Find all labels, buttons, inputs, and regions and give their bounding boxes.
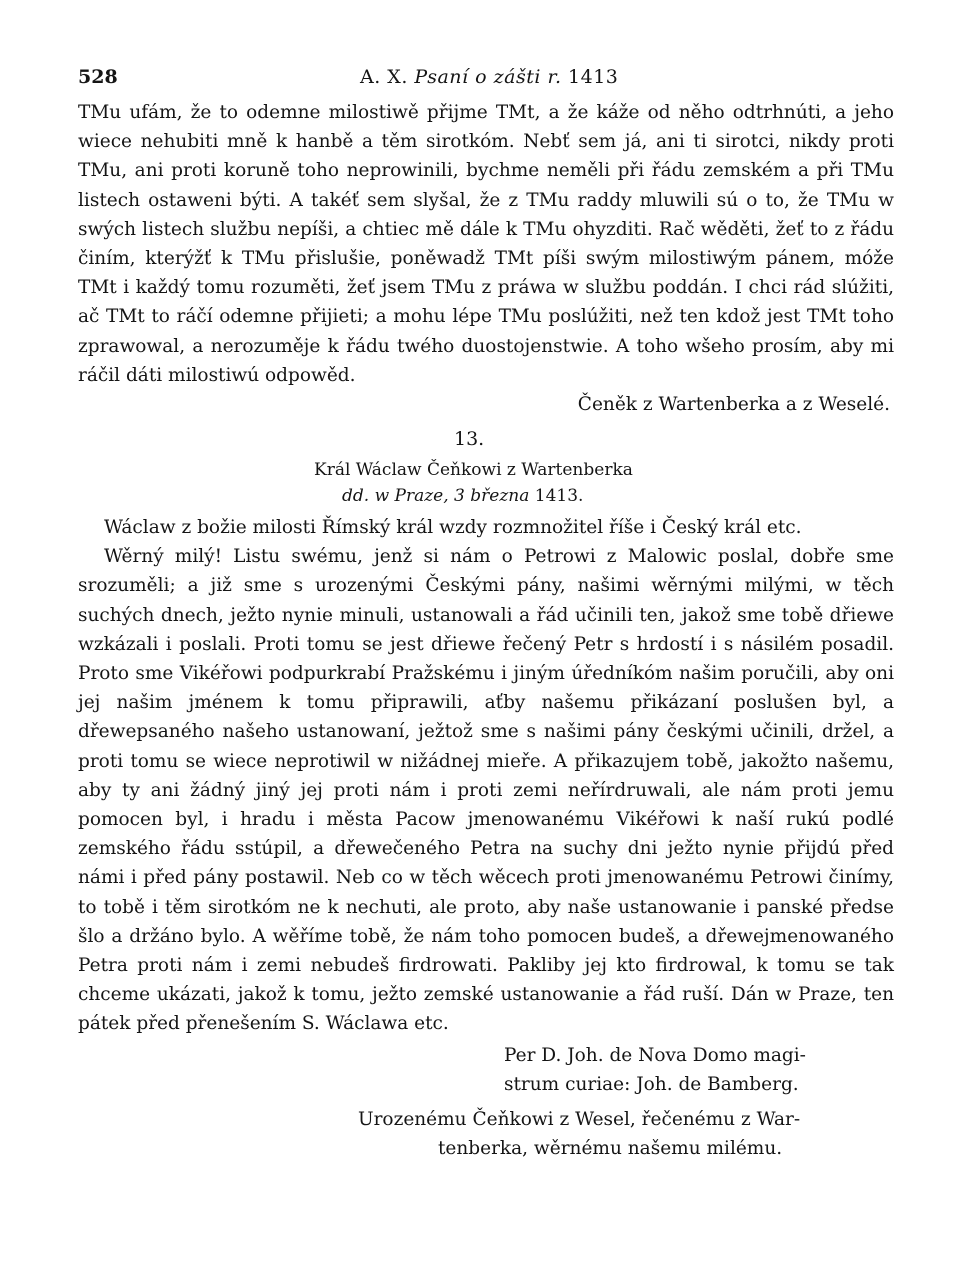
chancery-note-line-2: strum curiae: Joh. de Bamberg. [504, 1073, 799, 1095]
letter-address [78, 1105, 894, 1163]
date-place: dd. w Praze, 3 března [342, 486, 530, 507]
address-line-2: tenberka, wěrnému našemu milému. [438, 1137, 783, 1159]
letter-12-signature: Čeněk z Wartenberka a z Weselé. [577, 394, 890, 416]
page-header [78, 64, 894, 98]
chancery-note-line-1: Per D. Joh. de Nova Domo magi- [504, 1044, 806, 1066]
letter-13-opening: Wáclaw z božie milosti Římský král wzdy rozmnožitel říše i Český král etc. [104, 517, 802, 539]
address-line-1: Urozenému Čeňkowi z Wesel, řečenému z War- [358, 1108, 801, 1130]
chancery-note [78, 1041, 894, 1099]
running-year: 1413 [568, 66, 619, 88]
letter-13-body: Wěrný milý! Listu swému, jenž si nám o Petrowi z Malowic poslal, dobře sme srozuměli; a již sme s urozenými Českými pány, našimi wěrnými milými, w těch suchých dnech, ježto nynie minuli, ustanowali a řád učinili ten, jakož sme tobě dřiewe wzkázali i poslali. Proti tomu se jest dřiewe řečený Petr s hrdostí i s násilém posadil. Proto sme Vikéřowi podpurkrabí Pražskému i jiným úředníkóm našim poručili, aby oni jej našim jménem k tomu připrawili, aťby našemu přikázaní poslušen byl, a dřewepsaného našeho ustanowaní, ježtož sme s našimi pány českými učinili, držel, a proti tomu se wiece neprotiwil w nižádnej mieře. A přikazujem tobě, jakožto našemu, aby ty ani žádný jiný jej proti nám i proti zemi neřírdruwali, ale nám proti jemu pomocen byl, i hradu i města Pacow jmenowanému Vikéřowi k naší rukú podlé zemského řádu sstúpil, a dřewečeného Petra na suchy dni ježto nynie přijdú před námi i před pány postawil. Neb co w těch wěcech proti jmenowanému Petrowi činímy, to tobě i těm sirotkóm ne k nechuti, ale proto, aby naše ustanowanie i panské předse šlo a držáno bylo. A wěříme tobě, že nám toho pomocen budeš, a dřewejmenowaného Petra proti nám i zemi nebudeš firdrowati. Pakliby jej kto firdrowal, k tomu se tak chceme ukázati, jakož k tomu, ježto zemské ustanowanie a řád ruší. Dán w Praze, ten pátek před přenešením S. Wáclawa etc. [78, 546, 894, 1035]
page-number: 528 [78, 66, 118, 88]
running-section: A. X. [360, 66, 408, 88]
document-title: Král Wáclaw Čeňkowi z Wartenberka [314, 460, 633, 481]
running-head [360, 66, 618, 88]
letter-12-text: TMu ufám, že to odemne milostiwě přijme TMt, a že káže od něho odtrhnúti, a jeho wiece nehubiti mně k hanbě a těm sirotkóm. Nebť sem já, ani ti sirotci, nikdy proti TMu, ani proti koruně toho neprowinili, bychme neměli při řádu zemském a při TMu listech ostaweni býti. A takéť sem slyšal, že z TMu raddy mluwili sú o to, že TMu w swých listech službu nepíši, a chtiec mě dále k TMu ohyzditi. Rač wěděti, žeť to z řádu činím, kterýžť k TMu přislušie, poněwadž TMt píši swým milostiwým pánem, móže TMt i každý tomu rozuměti, žeť jsem TMu z práwa w službu poddán. I chci rád slúžiti, ač TMt to ráčí odemne přijieti; a mohu lépe TMu poslúžiti, než ten kdož jest TMt toho zprawowal, a nerozuměje k řádu twého duostojenstwie. A toho wšeho prosím, aby mi ráčil dáti milostiwú odpowěd. [78, 102, 894, 386]
running-title: Psaní o zášti r. [414, 66, 562, 88]
date-year: 1413. [534, 486, 584, 507]
document-date [78, 483, 894, 509]
document-number: 13. [454, 428, 485, 451]
